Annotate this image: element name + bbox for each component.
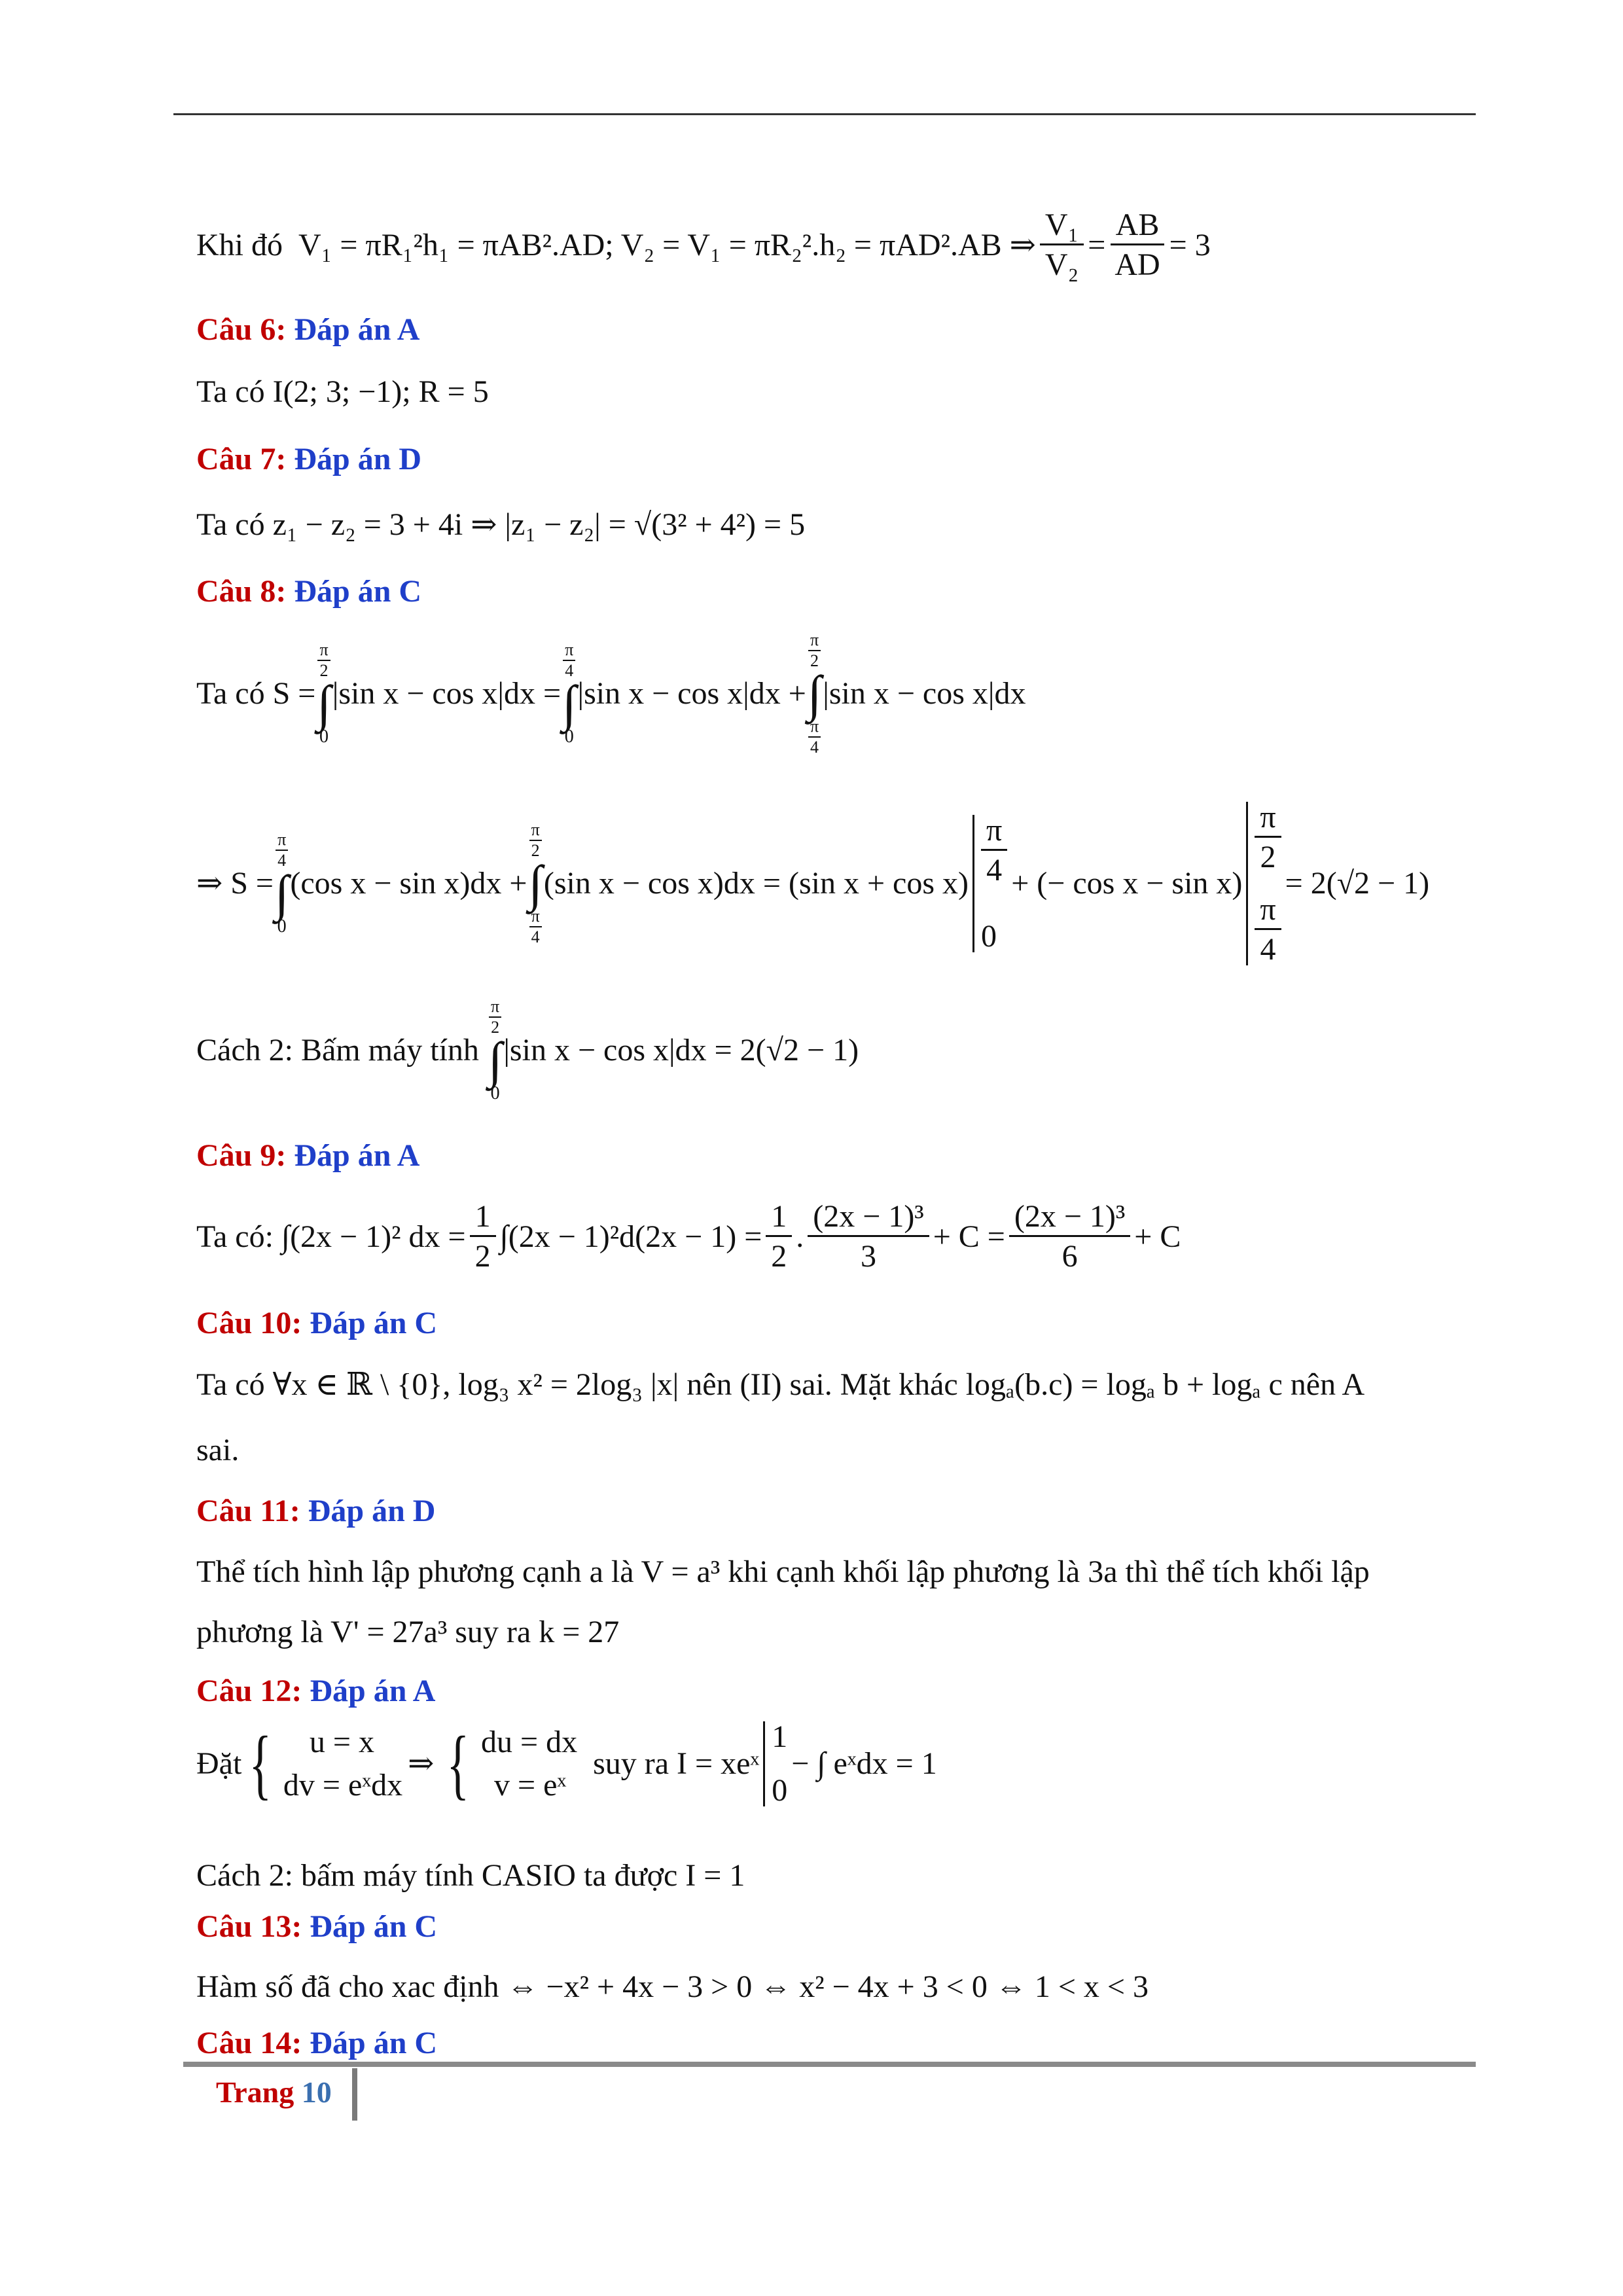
frac-num: AB (1111, 209, 1165, 245)
answer-label: Đáp án C (310, 1306, 438, 1340)
question-label: Câu 13: (196, 1909, 302, 1944)
question-label: Câu 10: (196, 1306, 302, 1340)
math-result: − ∫ eˣdx = 1 (791, 1746, 937, 1781)
integrand: (sin x − cos x)dx = (sin x + cos x) (543, 866, 969, 901)
fraction-cube-over-3: $\frac{\text{(2x − 1)³}}{3}$ (808, 1201, 929, 1272)
question-14-heading (196, 2028, 437, 2059)
text-prefix: ⇒ S = (196, 866, 274, 901)
answer-label: Đáp án C (310, 1909, 438, 1944)
math-volume: V₁ = πR₁²h₁ = πAB².AD; V₂ = V₁ = πR₂².h₂ = πAD².AB ⇒ (298, 227, 1036, 262)
math-expression: |sin x − cos x|dx = 2(√2 − 1) (503, 1033, 859, 1068)
text-prefix: Đặt (196, 1746, 242, 1781)
answer-label: Đáp án A (294, 1138, 420, 1173)
derivative-system: du = dx v = eˣ (481, 1725, 578, 1803)
solution-line-volume: Khi đó V₁ = πR₁²h₁ = πAB².AD; V₂ = V₁ = πR₂².h₂ = πAD².AB ⇒ $\frac{\text{V₁}}{\text{V₂}}$ = $\frac{AB}{AD}$ = 3 (196, 207, 1211, 282)
integral-0-pi4: $\frac{\pi}{4}$ ∫ 0 (274, 829, 289, 937)
left-brace-icon: { (446, 1720, 470, 1807)
answer-label: Đáp án C (294, 574, 422, 609)
question-10-solution-line-1: Ta có ∀x ∈ ℝ \ {0}, log₃ x² = 2log₃ |x| nên (II) sai. Mặt khác logₐ(b.c) = logₐ b + logₐ c nên A (196, 1367, 1365, 1402)
question-13-solution: Hàm số đã cho xac định ⇔ −x² + 4x − 3 > 0 ⇔ x² − 4x + 3 < 0 ⇔ 1 < x < 3 (196, 1969, 1149, 2004)
question-13-heading (196, 1911, 437, 1943)
integral-0-pi2: $\frac{\pi}{2}$ ∫ 0 (317, 640, 331, 747)
integrand: |sin x − cos x|dx (577, 676, 781, 711)
substitution-system: u = x dv = eˣdx (283, 1725, 403, 1803)
page-number (216, 2075, 332, 2109)
question-9-solution: Ta có: ∫(2x − 1)² dx = $\frac{1}{2}$ ∫(2x − 1)²d(2x − 1) = $\frac{1}{2}$ . $\frac{\text{(2x − 1)³}}{3}$ + C = $\frac{\text{(2x − 1)³}}{6}$ + C (196, 1199, 1181, 1274)
question-label: Câu 7: (196, 442, 287, 476)
answer-label: Đáp án C (310, 2026, 438, 2060)
integral-0-pi2: $\frac{\pi}{2}$ ∫ 0 (488, 997, 503, 1104)
question-7-heading (196, 444, 421, 475)
answer-label: Đáp án D (294, 442, 422, 476)
page-word: Trang (216, 2075, 294, 2109)
question-12-solution: Đặt { u = x dv = eˣdx ⇒ { du = dx v = eˣ suy ra I = xeˣ 1 0 − ∫ eˣdx = 1 (196, 1719, 937, 1808)
text-prefix: Ta có: (196, 1219, 274, 1254)
math-middle: + (− cos x − sin x) (1011, 866, 1243, 901)
answer-label: Đáp án D (308, 1494, 436, 1528)
integral-0-pi4: $\frac{\pi}{4}$ ∫ 0 (562, 640, 577, 747)
question-8-method-2 (196, 998, 859, 1103)
left-brace-icon: { (249, 1720, 272, 1807)
footer-rule (183, 2062, 1476, 2067)
answer-label: Đáp án A (294, 312, 420, 347)
integrand: (cos x − sin x)dx + (290, 866, 527, 901)
math-expression: ∫(2x − 1)² dx = (281, 1219, 466, 1254)
question-label: Câu 11: (196, 1494, 300, 1528)
integral-pi4-pi2: $\frac{\pi}{2}$ ∫ $\frac{\pi}{4}$ (528, 819, 543, 947)
question-8-line-2 (196, 802, 1429, 965)
fraction-one-half: $\frac{1}{2}$ (766, 1201, 792, 1272)
text-prefix: Ta có S = (196, 676, 316, 711)
question-11-heading (196, 1496, 435, 1527)
math-result: = 3 (1169, 227, 1211, 262)
page-number-value: 10 (301, 2075, 332, 2109)
question-12-method-2: Cách 2: bấm máy tính CASIO ta được I = 1 (196, 1858, 745, 1893)
question-9-heading (196, 1140, 419, 1172)
text-prefix: Khi đó (196, 227, 283, 262)
question-label: Câu 14: (196, 2026, 302, 2060)
math-expression: suy ra I = xeˣ (593, 1746, 760, 1781)
question-10-heading (196, 1308, 437, 1339)
question-10-solution-line-2: sai. (196, 1433, 240, 1467)
question-6-heading (196, 314, 419, 346)
question-label: Câu 6: (196, 312, 287, 347)
fraction-v1-v2 (1040, 209, 1084, 281)
integrand: |sin x − cos x|dx (823, 676, 1026, 711)
math-result: = 2(√2 − 1) (1285, 866, 1430, 901)
header-rule (173, 113, 1476, 115)
question-12-heading (196, 1676, 435, 1707)
evaluation-bar-pi4-pi2: $\frac{\pi}{2}$ $\frac{\pi}{4}$ (1246, 802, 1281, 965)
question-label: Câu 12: (196, 1674, 302, 1708)
question-7-solution: Ta có z₁ − z₂ = 3 + 4i ⇒ |z₁ − z₂| = √(3² + 4²) = 5 (196, 507, 806, 542)
frac-num: V₁ (1040, 209, 1084, 245)
evaluation-bar-0-pi4: $\frac{\pi}{4}$ 0 (972, 815, 1007, 952)
question-8-heading (196, 576, 421, 607)
evaluation-bar-0-1: 1 0 (763, 1721, 787, 1806)
fraction-one-half: $\frac{1}{2}$ (470, 1201, 496, 1272)
integral-pi4-pi2: $\frac{\pi}{2}$ ∫ $\frac{\pi}{4}$ (807, 630, 822, 757)
integrand: |sin x − cos x|dx (332, 676, 536, 711)
question-11-solution-line-2: phương là V' = 27a³ suy ra k = 27 (196, 1615, 620, 1649)
math-expression: ∫(2x − 1)²d(2x − 1) = (499, 1219, 762, 1254)
question-label: Câu 9: (196, 1138, 287, 1173)
footer-separator (352, 2068, 357, 2121)
question-label: Câu 8: (196, 574, 287, 609)
fraction-cube-over-6: $\frac{\text{(2x − 1)³}}{6}$ (1009, 1201, 1130, 1272)
question-11-solution-line-1: Thể tích hình lập phương cạnh a là V = a³ khi cạnh khối lập phương là 3a thì thể tích khối lập (196, 1554, 1370, 1589)
frac-den: AD (1115, 247, 1160, 282)
frac-den: V₂ (1044, 247, 1079, 282)
answer-label: Đáp án A (310, 1674, 436, 1708)
question-6-solution: Ta có I(2; 3; −1); R = 5 (196, 374, 489, 409)
text-prefix: Cách 2: Bấm máy tính (196, 1033, 479, 1068)
fraction-ab-ad (1109, 209, 1165, 281)
question-8-line-1: Ta có S = $\frac{\pi}{2}$ ∫ 0 |sin x − cos x|dx = $\frac{\pi}{4}$ ∫ 0 |sin x − cos x|dx + $\frac{\pi}{2}$ ∫ $\frac{\pi}{4}$ |sin x − cos x|dx (196, 630, 1026, 757)
